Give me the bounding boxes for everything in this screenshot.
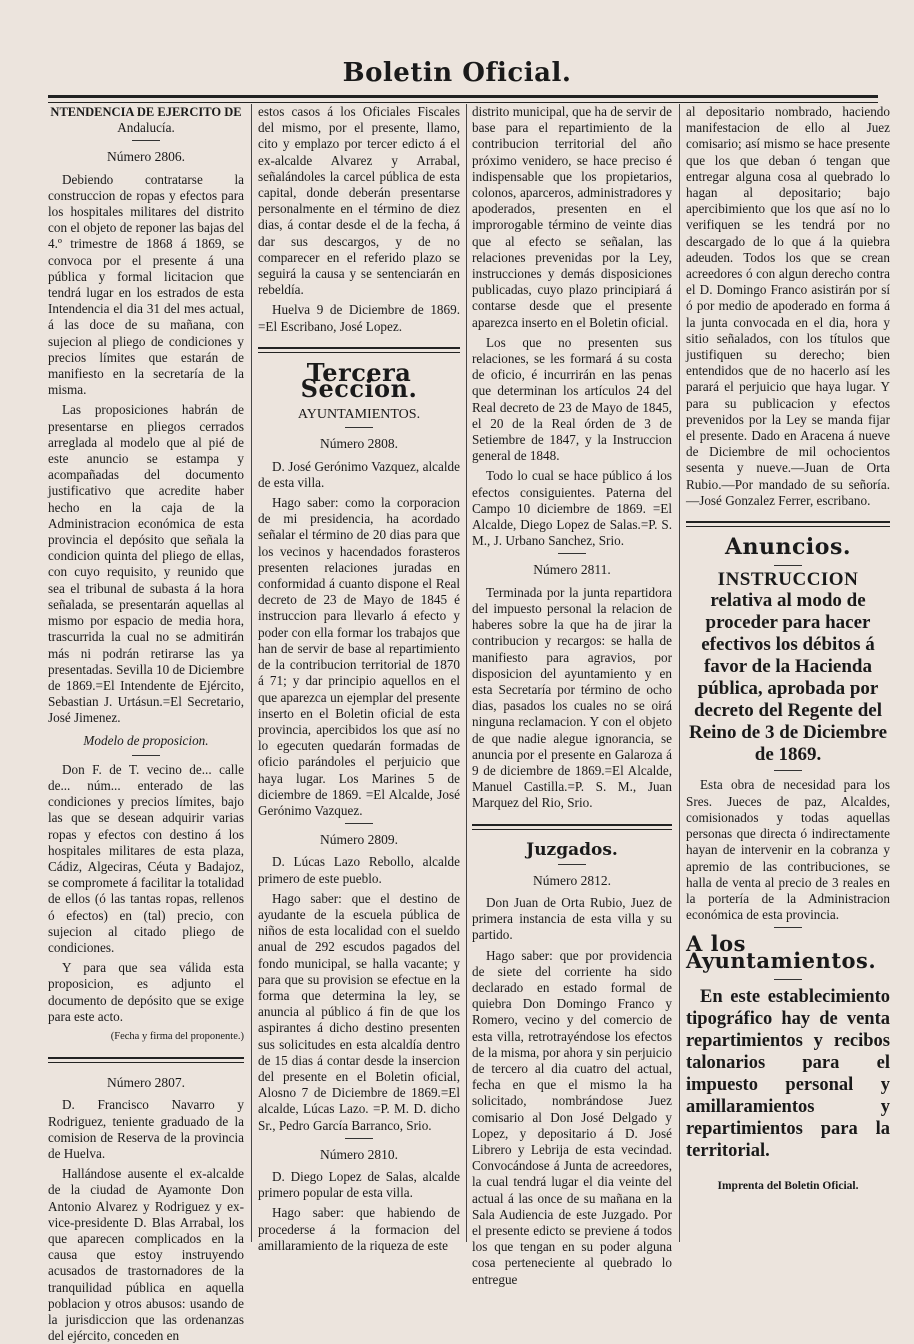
org-heading: NTENDENCIA DE EJERCITO DE	[50, 105, 242, 119]
paragraph: Todo lo cual se hace público á los efectos consiguientes. Paterna del Campo 10 diciembre de 1869. =El Alcalde, Diego Lopez de Salas.=P. S. M., J. Urbano Sanchez, Srio.	[472, 468, 672, 549]
paragraph: Los que no presenten sus relaciones, se les formará á su costa de oficio, é incurrirán en las penas que determinan los artículos 24 del Real decreto de 23 de Mayo de 1845, el 20 de la Real órden de 3 de Setiembre de 1847, y la Instruccion general de 1848.	[472, 334, 672, 464]
paragraph: Esta obra de necesidad para los Sres. Jueces de paz, Alcaldes, comisionados y todas aquellas personas que directa ó indirectamente hayan de intervenir en la cobranza y apremio de las contribuciones, se halla de venta al precio de 3 reales en la portería de la Administracion económica de esta provincia.	[686, 777, 890, 923]
ad-heading: INSTRUCCION	[717, 569, 859, 591]
paragraph: Don F. de T. vecino de... calle de... núm... enterado de las condiciones y precios límites, bajo las que se desean adquirir varias ropas y efectos con destino á los hospitales militares de esta plaza, Cádiz, Algeciras, Céuta y Badajoz, se compromete á facilitar la totalidad de ellos (ó las tantas ropas, rellenos ó efectos) en (tal) precio, con sujecion al citado pliego de condiciones.	[48, 761, 244, 955]
column-divider	[251, 104, 252, 1242]
column-3	[472, 104, 672, 1287]
paragraph: Don Juan de Orta Rubio, Juez de primera instancia de esta villa y su partido.	[472, 894, 672, 943]
divider	[345, 1138, 373, 1139]
paragraph: estos casos á los Oficiales Fiscales del mismo, por el presente, llamo, cito y emplazo por tercer edicto á el ex-alcalde Alvarez y Arrabal, señalándoles la carcel pública de esta capital, donde deberán presentarse personalmente en el término de diez dias, á contar desde el de la fecha, á dar sus descargos, y de no comparecer en el referido plazo se seguirá la causa y se sentenciarán en rebeldía.	[258, 104, 460, 298]
section-title: Tercera Seccion.	[300, 357, 418, 404]
divider	[774, 770, 802, 771]
section-rule	[686, 521, 890, 527]
paragraph: Hago saber: como la corporacion de mi presidencia, ha acordado señalar el término de 20 dias para que los vecinos y hacendados forasteros presenten relaciones juradas en conformidad á cuanto dispone el Real decreto de 23 de Mayo de 1845 é instruccion para llevarlo á efecto y poder con ella formar los trabajos que han de servir de base al repartimiento de la contribucion territorial de 1870 á 71; y dar principio aquellos en el que aparezca un ejemplar del presente inserto en el Boletin oficial de esta provincia, apercibidos los que así no lo egecuten quedarán formadas de oficio parándoles el perjuicio que haya lugar. Los Marines 5 de diciembre de 1869. =El Alcalde, José Gerónimo Vazquez.	[258, 495, 460, 818]
org-subheading: Andalucía.	[117, 120, 175, 136]
signature-note: (Fecha y firma del proponente.)	[110, 1030, 244, 1042]
notice-number: Número 2812.	[533, 872, 611, 888]
newspaper-title: Boletin Oficial.	[342, 58, 572, 88]
paragraph: Y para que sea válida esta proposicion, es adjunto el documento de depósito que se exige para este acto.	[48, 960, 244, 1024]
column-1	[48, 104, 244, 1344]
paragraph: Terminada por la junta repartidora del impuesto personal la relacion de haberes sobre la que ha de jirar la contribucion y recargos: se halla de manifiesto para agravios, por disposicion del ayuntamiento y en esta Secretaría por término de ocho dias, pasados los cuales no se oirá ninguna reclamacion. Y con el objeto de que nadie alegue ignorancia, se anuncia por el presente en Galaroza á 9 de diciembre de 1869.=El Alcalde, Manuel Castilla.=P. S. M., Juan Marquez del Rio, Srio.	[472, 584, 672, 811]
column-2	[258, 104, 460, 1253]
notice-number: Número 2807.	[107, 1075, 185, 1091]
divider	[558, 864, 586, 865]
section-rule	[258, 347, 460, 353]
paragraph: D. Francisco Navarro y Rodriguez, teniente graduado de la comision de Reserva de la provincia de Huelva.	[48, 1097, 244, 1161]
column-divider	[679, 104, 680, 1242]
divider	[132, 755, 160, 756]
paragraph: Las proposiciones habrán de presentarse en pliegos cerrados arreglada al modelo que al pié de este anuncio se estampa y acompañadas del documento justificativo que acredite haber hecho en la caja de la Administracion económica de esta provincia el depósito que señala la condicion quinta del pliego de ellas, con cuyo requisito, y reunido que sea el tribunal de subasta á la hora señalada, se presentarán aquellas al mismo por espacio de media hora, trascurrida la cual no se admitirán más ni podrán retirarse las ya presentadas. Sevilla 10 de Diciembre de 1869.=El Intendente de Ejército, Sebastian J. Urtásun.=El Secretario, José Jimenez.	[48, 402, 244, 726]
column-4	[686, 104, 890, 1244]
divider	[558, 553, 586, 554]
section-rule	[472, 824, 672, 830]
paragraph: al depositario nombrado, haciendo manifestacion de ello al Juez comisario; así mismo se hace presente que los que deban ó tengan que entregar alguna cosa al quebrado lo hagan al depositario; bajo apercibimiento que los que así no lo verifiquen se les tendrá por no descargado de lo que á la quiebra adeuden. Todos los que se crean acreedores ó con algun derecho contra el D. Domingo Franco asistirán por sí ó por medio de apoderado en forma á la junta convocada en el dia, hora y sitio señalados, con los títulos que justifiquen su derecho; bien entendidos que de no hacerlo así les parará el perjuicio que haya lugar. Y para su publicacion y efectos prevenidos por la Ley se manda fijar el presente. Dado en Aracena á nueve de Diciembre de mil ochocientos sesenta y nueve.—Juan de Orta Rubio.—Por mandado de su señoría.—José Gonzalez Ferrer, escribano.	[686, 104, 890, 508]
paragraph: D. Diego Lopez de Salas, alcalde primero popular de esta villa.	[258, 1168, 460, 1201]
paragraph: Huelva 9 de Diciembre de 1869. =El Escribano, José Lopez.	[258, 302, 460, 334]
ad-title: A los Ayuntamientos.	[686, 931, 877, 973]
ad-body: En este establecimiento tipográfico hay de venta repartimientos y recibos talonarios para el impuesto personal y amillaramientos y repartimientos para la territorial.	[686, 986, 890, 1161]
divider	[132, 140, 160, 141]
notice-number: Número 2809.	[320, 832, 398, 848]
header-rule	[48, 95, 878, 103]
notice-number: Número 2808.	[320, 436, 398, 452]
notice-number: Número 2811.	[533, 562, 611, 578]
notice-number: Número 2810.	[320, 1146, 398, 1162]
paragraph: Hago saber: que el destino de ayudante de la escuela pública de niños de esta localidad con el sueldo anual de 292 escudos pagados del fondo municipal, se halla vacante; y para que su provision se efectue en la forma que determina la ley, se anuncia al público á fin de que los aspirantes á dicho destino presenten sus solicitudes en esta alcaldía dentro de 15 dias á contar desde la insercion del presente en el Boletin oficial, Alosno 7 de Diciembre de 1869.=El alcalde, Lúcas Lazo. =P. M. D. dicho Sr., Pedro García Barranco, Srio.	[258, 890, 460, 1133]
subsection-heading: AYUNTAMIENTOS.	[297, 407, 421, 423]
paragraph: Hallándose ausente el ex-alcalde de la ciudad de Ayamonte Don Antonio Alvarez y Rodriguez y ex-vice-presidente D. Blas Arrabal, los que aparecen complicados en la causa que estoy instruyendo acusados de trastornadores de la tranquilidad pública en aquella poblacion y otros abusos: usando de la jurisdiccion que las ordenanzas del ejército, conceden en	[48, 1166, 244, 1344]
paragraph: distrito municipal, que ha de servir de base para el repartimiento de la contribucion territorial del año próximo venidero, se hace preciso é indispensable que los propietarios, colonos, aparceros, administradores y apoderados, presenten en el improrogable término de veinte dias que al efecto se señalan, las relaciones prevenidas por la Ley, instrucciones y demás disposiciones publicadas, cuyo plazo principiará á contarse desde que el presente aparezca inserto en el Boletin oficial.	[472, 104, 672, 330]
notice-number: Número 2806.	[107, 149, 185, 165]
divider	[345, 427, 373, 428]
subsection-heading: Juzgados.	[526, 839, 618, 860]
paragraph: Hago saber: que por providencia de siete del corriente ha sido declarado en estado formal de quiebra Don Domingo Franco y Romero, vecino y del comercio de esta villa, retrotrayéndose los efectos de la misma, por ahora y sin perjuicio de tercero al dia cuatro del actual, fecha en que el mismo la ha solicitado, nombrándose Juez comisario al Don José Delgado y Lopez, y depositario á D. José Librero y Lebrija de esta vecindad. Convocándose á Junta de acreedores, la cual tendrá lugar el dia veinte del actual á las once de su mañana en la Sala Audiencia de este Juzgado. Por el presente edicto se previene á todos los que tengan en su poder alguna cosa perteneciente al quebrado lo entregue	[472, 947, 672, 1287]
ad-body: relativa al modo de proceder para hacer efectivos los débitos á favor de la Hacienda pública, aprobada por decreto del Regente del Reino de 3 de Diciembre de 1869.	[688, 590, 888, 766]
section-title: Anuncios.	[724, 534, 852, 561]
divider	[774, 979, 802, 980]
printer-imprint: Imprenta del Boletin Oficial.	[717, 1179, 859, 1192]
divider	[345, 823, 373, 824]
divider	[774, 927, 802, 928]
model-heading: Modelo de proposicion.	[83, 732, 209, 748]
divider	[774, 565, 802, 566]
column-divider	[466, 104, 467, 1242]
paragraph: Debiendo contratarse la construccion de ropas y efectos para los hospitales militares del distrito con el objeto de reponer las bajas del 4.º trimestre de 1868 á 1869, se convoca por el presente á una pública y formal licitacion que tendrá lugar en los estrados de esta Intendencia el dia 31 del mes actual, á las doce de su mañana, con sujecion al pliego de condiciones y precios límites que estarán de manifiesto en la secretaría de la misma.	[48, 171, 244, 398]
paragraph: Hago saber: que habiendo de procederse á la formacion del amillaramiento de la riqueza de este	[258, 1205, 460, 1253]
section-rule	[48, 1057, 244, 1063]
paragraph: D. José Gerónimo Vazquez, alcalde de esta villa.	[258, 458, 460, 490]
paragraph: D. Lúcas Lazo Rebollo, alcalde primero de este pueblo.	[258, 854, 460, 886]
